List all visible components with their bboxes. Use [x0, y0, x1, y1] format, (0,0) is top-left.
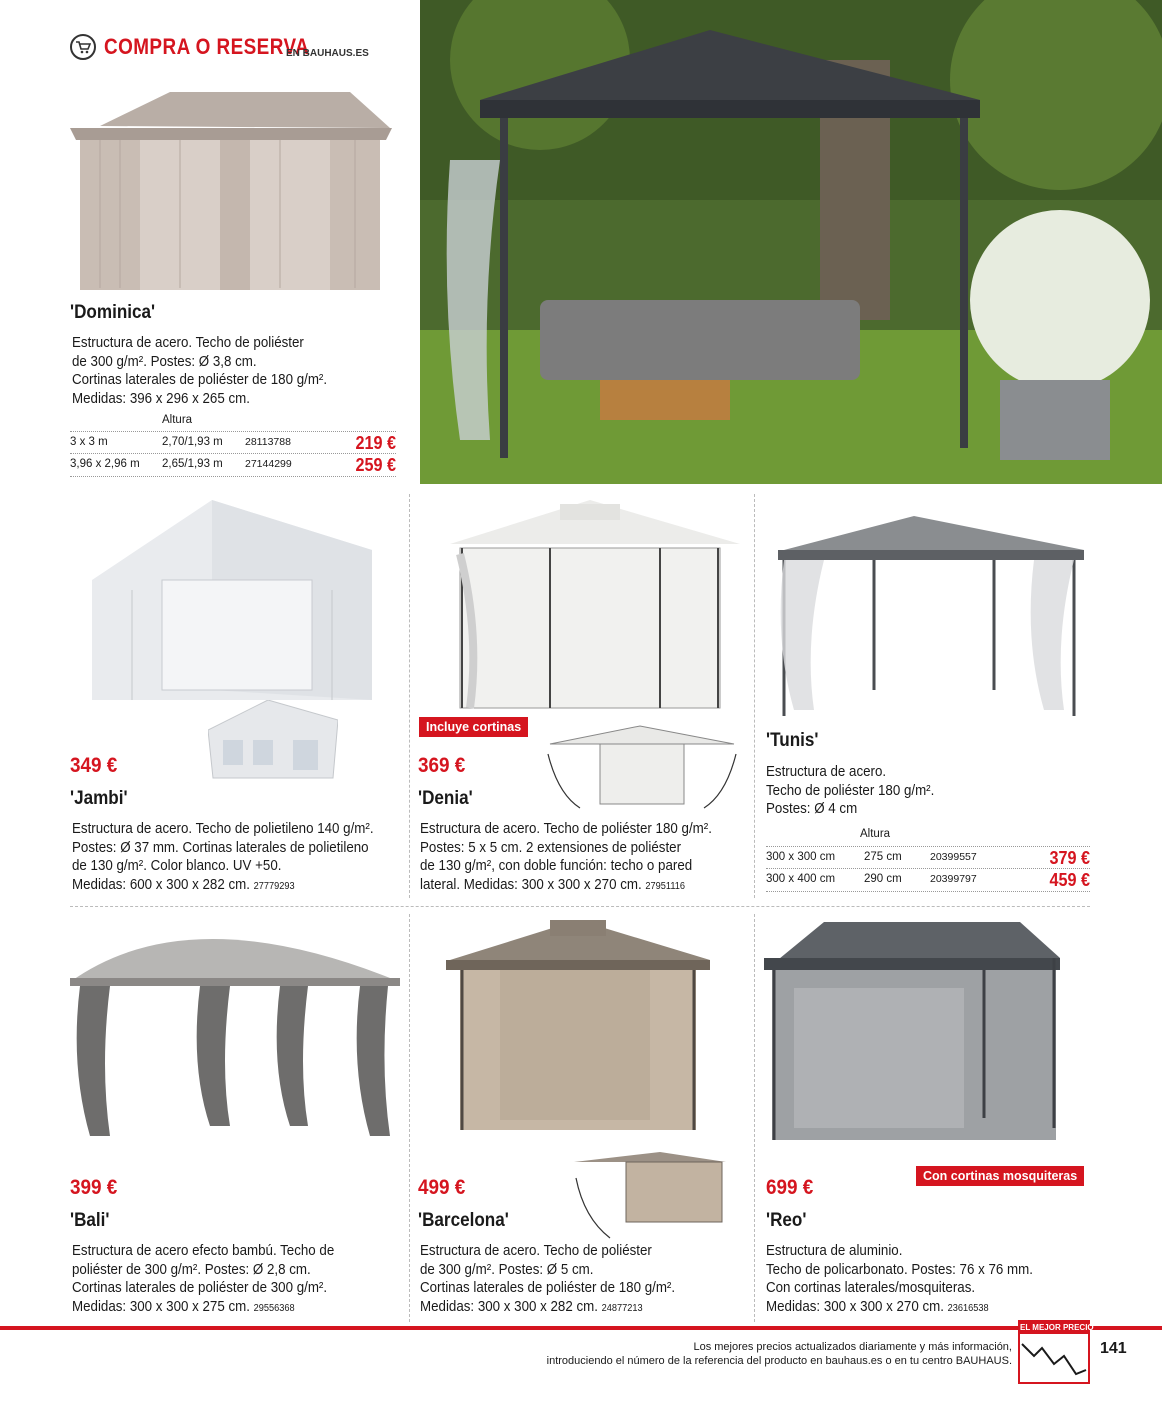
reo-ref: 23616538 [947, 1302, 989, 1314]
height-cell: 275 cm [864, 851, 902, 863]
bali-name: 'Bali' [70, 1210, 110, 1231]
dominica-desc-line: Estructura de acero. Techo de poliéster [72, 335, 304, 351]
reo-desc-line [766, 1298, 1033, 1319]
ref-cell: 20399797 [930, 873, 977, 885]
height-cell: 290 cm [864, 873, 902, 885]
denia-badge: Incluye cortinas [419, 717, 528, 737]
barcelona-small-image [570, 1148, 730, 1248]
reo-desc-line: Con cortinas laterales/mosquiteras. [766, 1280, 976, 1296]
column-divider [409, 494, 410, 898]
barcelona-name: 'Barcelona' [418, 1210, 509, 1231]
page-number: 141 [1100, 1340, 1127, 1357]
table-row [70, 454, 396, 477]
footer-line-1: Los mejores precios actualizados diariamente y más información, [693, 1341, 1012, 1353]
header-subtitle: EN BAUHAUS.ES [286, 48, 369, 59]
jambi-description [72, 820, 374, 896]
header-title: COMPRA O RESERVA [104, 34, 310, 59]
dominica-desc-line: de 300 g/m². Postes: Ø 3,8 cm. [72, 353, 257, 370]
tunis-description [766, 763, 934, 819]
footer-rule [0, 1326, 1162, 1330]
reo-badge: Con cortinas mosquiteras [916, 1166, 1084, 1186]
reo-description [766, 1242, 1033, 1318]
dominica-table-header: Altura [162, 414, 193, 426]
tunis-table [766, 828, 1090, 892]
denia-description [420, 820, 712, 896]
bali-description [72, 1242, 334, 1318]
barcelona-desc-line: Cortinas laterales de poliéster de 180 g/m². [420, 1280, 676, 1296]
price-cell: 379 € [1049, 848, 1090, 868]
best-price-label: EL MEJOR PRECIO [1020, 1323, 1094, 1332]
bali-desc-line [72, 1298, 334, 1319]
jambi-ref: 27779293 [253, 880, 295, 892]
barcelona-ref: 24877213 [601, 1302, 643, 1314]
tunis-name: 'Tunis' [766, 730, 819, 751]
table-row [766, 846, 1090, 869]
bali-image [70, 916, 400, 1138]
bali-price: 399 € [70, 1176, 118, 1199]
price-cell: 459 € [1049, 870, 1090, 890]
denia-ref: 27951116 [645, 880, 686, 892]
reo-price: 699 € [766, 1176, 814, 1199]
dominica-desc-line: Medidas: 396 x 296 x 265 cm. [72, 390, 250, 407]
tunis-desc-line: Estructura de acero. [766, 764, 887, 780]
jambi-desc-line: de 130 g/m². Color blanco. UV +50. [72, 858, 282, 874]
bali-desc-line: Estructura de acero efecto bambú. Techo de [72, 1243, 335, 1259]
barcelona-image [440, 916, 716, 1130]
bali-desc-line: poliéster de 300 g/m². Postes: Ø 2,8 cm. [72, 1261, 311, 1278]
denia-desc-line-4: lateral. Medidas: 300 x 300 x 270 cm. [420, 876, 642, 893]
jambi-price: 349 € [70, 754, 118, 777]
reo-desc-line-4: Medidas: 300 x 300 x 270 cm. [766, 1298, 944, 1315]
size-cell: 300 x 400 cm [766, 873, 836, 885]
barcelona-desc-line: Estructura de acero. Techo de poliéster [420, 1243, 652, 1259]
jambi-desc-line: Postes: Ø 37 mm. Cortinas laterales de polietileno [72, 839, 369, 856]
column-divider [754, 914, 755, 1322]
ref-cell: 27144299 [245, 458, 292, 470]
size-cell: 3,96 x 2,96 m [70, 458, 140, 470]
jambi-desc-line: Estructura de acero. Techo de polietileno 140 g/m². [72, 821, 374, 837]
jambi-desc-line-4: Medidas: 600 x 300 x 282 cm. [72, 876, 250, 893]
tunis-desc-line: Techo de poliéster 180 g/m². [766, 782, 935, 799]
tunis-table-header: Altura [860, 828, 891, 840]
bali-ref: 29556368 [253, 1302, 295, 1314]
denia-image [440, 494, 740, 720]
garden-gazebo-photo [420, 0, 1162, 484]
barcelona-desc-line-4: Medidas: 300 x 300 x 282 cm. [420, 1298, 598, 1315]
size-cell: 300 x 300 cm [766, 851, 836, 863]
denia-desc-line: de 130 g/m², con doble función: techo o pared [420, 858, 693, 874]
dominica-image [70, 88, 392, 300]
barcelona-desc-line [420, 1298, 675, 1319]
bali-desc-line: Cortinas laterales de poliéster de 300 g/m². [72, 1280, 328, 1296]
best-price-badge [1018, 1320, 1094, 1384]
denia-desc-line [420, 876, 712, 897]
barcelona-price: 499 € [418, 1176, 466, 1199]
denia-desc-line: Postes: 5 x 5 cm. 2 extensiones de poliéster [420, 839, 682, 856]
reo-image [764, 918, 1064, 1144]
tunis-image [764, 510, 1090, 722]
ref-cell: 20399557 [930, 851, 977, 863]
reo-desc-line: Techo de policarbonato. Postes: 76 x 76 mm. [766, 1261, 1033, 1278]
price-trend-icon [1020, 1334, 1088, 1382]
denia-desc-line: Estructura de acero. Techo de poliéster 180 g/m². [420, 821, 712, 837]
row-divider [70, 906, 1090, 907]
denia-price: 369 € [418, 754, 466, 777]
cart-icon [70, 34, 96, 60]
header [70, 34, 369, 60]
denia-small-image [540, 724, 744, 816]
table-row [766, 869, 1090, 892]
jambi-small-image [208, 700, 338, 780]
barcelona-description [420, 1242, 675, 1318]
table-row [70, 431, 396, 454]
footer-note [547, 1340, 1012, 1368]
height-cell: 2,70/1,93 m [162, 436, 223, 448]
bali-desc-line-4: Medidas: 300 x 300 x 275 cm. [72, 1298, 250, 1315]
reo-name: 'Reo' [766, 1210, 807, 1231]
price-cell: 219 € [355, 433, 396, 453]
price-cell: 259 € [355, 455, 396, 475]
jambi-desc-line [72, 876, 374, 897]
column-divider [409, 914, 410, 1322]
denia-name: 'Denia' [418, 788, 473, 809]
dominica-description [72, 334, 327, 408]
jambi-image [82, 500, 382, 710]
size-cell: 3 x 3 m [70, 436, 108, 448]
ref-cell: 28113788 [245, 436, 291, 448]
reo-desc-line: Estructura de aluminio. [766, 1243, 903, 1259]
height-cell: 2,65/1,93 m [162, 458, 223, 470]
jambi-name: 'Jambi' [70, 788, 128, 809]
dominica-name: 'Dominica' [70, 302, 156, 323]
barcelona-desc-line: de 300 g/m². Postes: Ø 5 cm. [420, 1261, 594, 1278]
dominica-desc-line: Cortinas laterales de poliéster de 180 g/m². [72, 372, 328, 388]
footer-line-2: introduciendo el número de la referencia del producto en bauhaus.es o en tu centro BAUHAUS. [546, 1355, 1012, 1367]
dominica-table [70, 414, 396, 477]
column-divider [754, 494, 755, 898]
tunis-desc-line: Postes: Ø 4 cm [766, 801, 858, 817]
